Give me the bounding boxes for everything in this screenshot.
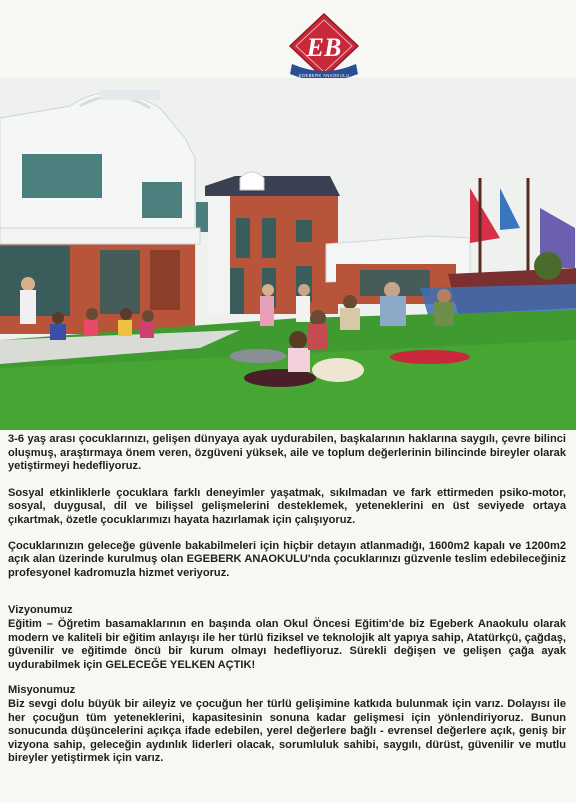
activities-paragraph: Sosyal etkinliklerle çocuklara farklı deneyimler yaşatmak, sıkılmadan ve fark ettirmeden psiko-motor, sosyal, duygusal, dil ve bilişsel gelişmelerini desteklemek, yeteneklerini en üst seviyede ortaya çıkartmak, özetle çocuklarımızı hayata hazırlamak için çalışıyoruz.	[8, 486, 566, 526]
logo-ribbon-text: EGEBERK ANAOKULU	[298, 73, 350, 78]
school-building-image	[0, 78, 576, 430]
intro-paragraph: 3-6 yaş arası çocuklarınızı, gelişen dünyaya ayak uydurabilen, başkalarının haklarına saygılı, çevre bilinci oluşmuş, araştırmaya önem veren, özgüveni yüksek, aile ve toplum değerlerinin bilincinde bireyler olarak yetiştirmeyi hedefliyoruz.	[8, 433, 566, 473]
mission-title: Misyonumuz	[8, 684, 76, 697]
logo-initials: EB	[306, 33, 342, 62]
mission-text: Biz sevgi dolu büyük bir aileyiz ve çocuğun her türlü gelişimine katkıda bulunmak için varız. Dolayısı ile her çocuğun tüm yeteneklerini, kapasitesinin sonuna kadar gelişmesi için yönlendiriyoruz. Bunun sonucunda düşüncelerini açıkça ifade edebilen, yerel değerlere bağlı - evrensel değerlere açık, geniş bir vizyona sahip, geleceğin aydınlık liderleri olacak, sorumluluk sahibi, saygılı, dürüst, güvenilir ve mutlu bireyler yetiştirmek için varız.	[8, 697, 566, 765]
school-description	[0, 433, 576, 803]
vision-title: Vizyonumuz	[8, 604, 73, 617]
school-photo	[0, 78, 576, 430]
vision-text: Eğitim – Öğretim basamaklarının en başında olan Okul Öncesi Eğitim'de biz Egeberk Anaokulu olarak modern ve kaliteli bir eğitim anlayışı ile her türlü fiziksel ve teknolojik alt yapıya sahip, Atatürkçü, çağdaş, güvenilir ve eğitimde öncü bir kurum olmayı hedefliyoruz. Sürekli değişen ve gelişen çağa ayak uydurabilmek için GELECEĞE YELKEN AÇTIK!	[8, 617, 566, 671]
facility-paragraph: Çocuklarınızın geleceğe güvenle bakabilmeleri için hiçbir detayın atlanmadığı, 1600m2 kapalı ve 1200m2 açık alan üzerinde kurulmuş olan EGEBERK ANAOKULU'nda çocuklarınızı güzvenle teslim edebileceğiniz profesyonel kadromuzla hizmet veriyoruz.	[8, 539, 566, 579]
